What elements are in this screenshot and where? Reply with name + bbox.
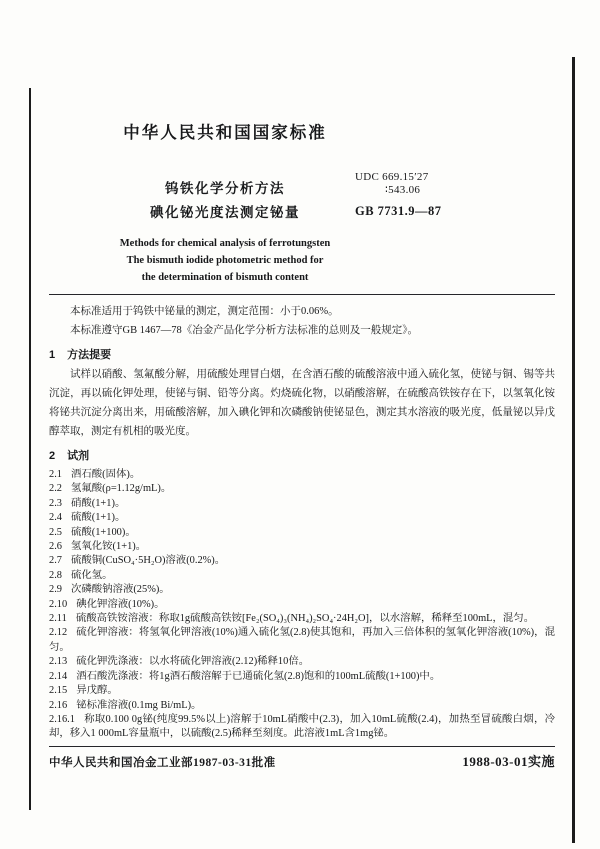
udc-block <box>355 171 555 218</box>
scan-edge-artifact-right <box>572 57 575 843</box>
implementation-date-text: 1988-03-01实施 <box>462 753 555 769</box>
reagent-number: 2.8 <box>49 569 62 581</box>
title-row <box>49 171 555 225</box>
reagent-text: 异戊醇。 <box>76 685 118 697</box>
reagent-text: 硫酸(1+100)。 <box>71 526 136 538</box>
standard-number: GB 7731.9—87 <box>355 204 442 218</box>
footer-divider <box>49 746 555 747</box>
reagent-number: 2.2 <box>49 483 62 495</box>
reagent-number: 2.14 <box>49 670 68 682</box>
reagent-item <box>49 713 555 742</box>
section-1-title: 方法提要 <box>67 349 112 361</box>
reagent-number: 2.7 <box>49 555 62 567</box>
reagent-text: 氢氧化铵(1+1)。 <box>71 541 147 553</box>
reagent-number: 2.3 <box>49 497 62 509</box>
reagent-text: 酒石酸(固体)。 <box>71 469 141 480</box>
title-line-2: 碘化铋光度法测定铋量 <box>150 205 300 220</box>
reagent-text: 碘化钾溶液(10%)。 <box>76 598 165 610</box>
title-line-1: 钨铁化学分析方法 <box>165 181 285 196</box>
reagent-item <box>49 670 555 684</box>
reagent-text: 硫化钾洗涤液：以水将硫化钾溶液(2.12)稀释10倍。 <box>76 656 310 668</box>
reagent-text: 次磷酸钠溶液(25%)。 <box>71 584 170 596</box>
reagent-item <box>49 511 555 525</box>
reagent-number: 2.4 <box>49 512 62 524</box>
reagent-item <box>49 526 555 540</box>
standard-title <box>49 177 401 225</box>
reagent-item <box>49 598 555 612</box>
english-title-line-1: Methods for chemical analysis of ferrotungsten <box>119 238 331 249</box>
reagent-number: 2.12 <box>49 627 68 639</box>
reagent-item <box>49 583 555 597</box>
english-title <box>49 235 401 286</box>
page-content <box>49 0 555 770</box>
method-summary-paragraph: 试样以硝酸、氢氟酸分解，用硫酸处理冒白烟，在含酒石酸的硫酸溶液中通入硫化氢，使铋与铜、锡等共沉淀，再以硫化钾处理，使铋与铜、铅等分离。灼烧硫化物，以硝酸溶解，在硫酸高铁铵存在下，以氢氧化铵将铋共沉淀分离出来，用硫酸溶解，加入碘化钾和次磷酸钠使铋显色，测定其水溶液的吸光度，低量铋以异戊醇萃取，测定有机相的吸光度。 <box>49 369 555 437</box>
reagent-number: 2.6 <box>49 541 62 553</box>
section-2-title: 试剂 <box>67 450 90 462</box>
english-title-line-3: the determination of bismuth content <box>141 272 309 283</box>
reagent-text: 称取0.100 0g铋(纯度99.5%以上)溶解于10mL硝酸中(2.3)，加入10mL硫酸(2.4)，加热至冒硫酸白烟，冷却，移入1 000mL容量瓶中，以硫酸(2.5)稀释至刻度。此溶液1mL含1mg铋。 <box>49 713 555 740</box>
reagent-text: 硫酸铜(CuSO₄·5H₂O)溶液(0.2%)。 <box>71 555 226 567</box>
reagent-item <box>49 497 555 511</box>
reagent-number: 2.15 <box>49 685 68 697</box>
reagent-text: 硫酸(1+1)。 <box>71 512 126 524</box>
reagent-number: 2.9 <box>49 584 62 596</box>
reagent-item <box>49 468 555 482</box>
reagent-text: 硝酸(1+1)。 <box>71 497 126 509</box>
reagent-text: 硫化氢。 <box>71 569 113 581</box>
reagent-number: 2.5 <box>49 526 62 538</box>
reagent-item <box>49 540 555 554</box>
scope-paragraph: 本标准适用于钨铁中铋量的测定，测定范围：小于0.06%。 <box>70 306 339 317</box>
national-standard-header: 中华人民共和国国家标准 <box>123 123 327 142</box>
udc-code-line-1: UDC 669.15′27 <box>355 171 429 183</box>
approval-authority-text: 中华人民共和国冶金工业部1987-03-31批准 <box>49 756 276 769</box>
compliance-paragraph: 本标准遵守GB 1467—78《冶金产品化学分析方法标准的总则及一般规定》。 <box>70 325 418 336</box>
english-title-line-2: The bismuth iodide photometric method for <box>126 255 324 266</box>
reagent-text: 酒石酸洗涤液：将1g酒石酸溶解于已通硫化氢(2.8)饱和的100mL硫酸(1+100)中。 <box>76 670 441 682</box>
scan-edge-artifact-left <box>29 88 31 810</box>
section-2-number: 2 <box>49 450 56 462</box>
reagent-number: 2.1 <box>49 469 62 480</box>
reagent-item <box>49 612 555 626</box>
reagent-item <box>49 626 555 655</box>
udc-code-line-2: ∶543.06 <box>385 184 421 196</box>
reagent-text: 硫酸高铁铵溶液：称取1g硫酸高铁铵[Fe₂(SO₄)₃(NH₄)₂SO₄·24H₂O]，以水溶解，稀释至100mL，混匀。 <box>75 613 535 625</box>
reagent-text: 氢氟酸(ρ=1.12g/mL)。 <box>71 483 172 495</box>
reagent-item <box>49 699 555 713</box>
reagent-item <box>49 482 555 496</box>
reagent-number: 2.13 <box>49 656 68 668</box>
section-1-heading <box>49 346 555 362</box>
reagent-number: 2.16.1 <box>49 713 75 725</box>
reagent-text: 硫化钾溶液：将氢氧化钾溶液(10%)通入硫化氢(2.8)使其饱和，再加入三倍体积的氢氧化钾溶液(10%)，混匀。 <box>49 627 555 653</box>
reagent-number: 2.10 <box>49 598 68 610</box>
reagent-item <box>49 569 555 583</box>
header-divider <box>49 294 555 295</box>
reagent-text: 铋标准溶液(0.1mg Bi/mL)。 <box>76 699 202 711</box>
reagent-number: 2.11 <box>49 613 67 625</box>
reagent-number: 2.16 <box>49 699 68 711</box>
reagent-item <box>49 554 555 568</box>
section-2-heading <box>49 447 555 463</box>
footer <box>49 751 555 770</box>
reagent-list <box>49 468 555 742</box>
reagent-item <box>49 655 555 669</box>
reagent-item <box>49 684 555 698</box>
section-1-number: 1 <box>49 349 56 361</box>
